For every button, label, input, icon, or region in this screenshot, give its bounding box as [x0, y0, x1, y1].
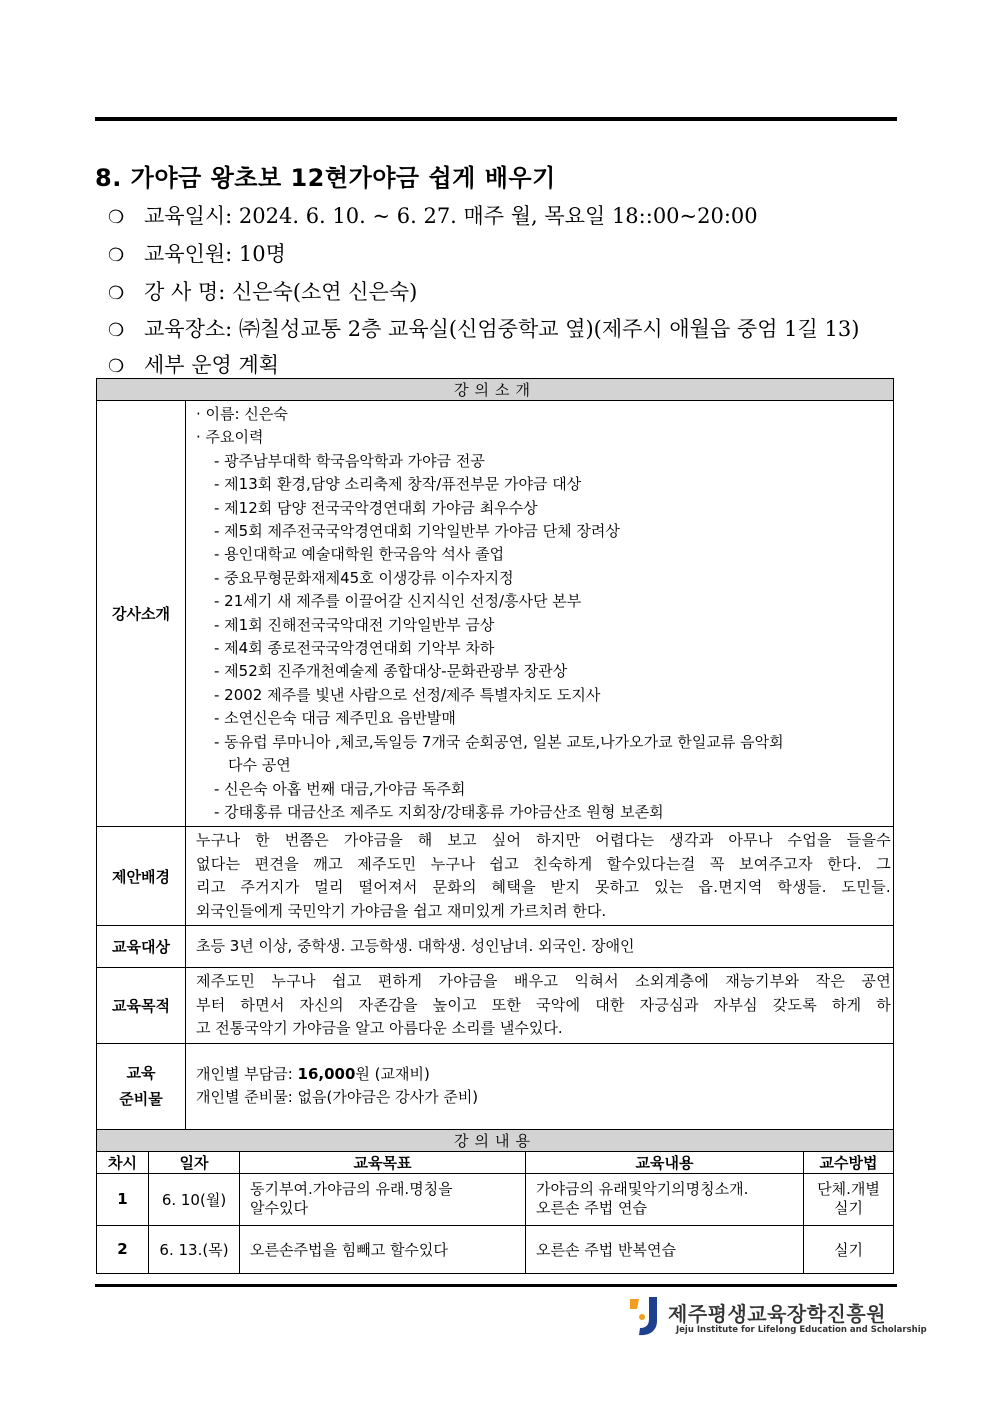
content-header-row: [97, 1129, 894, 1151]
background-line: 없다는 편견을 깨고 제주도민 누구나 쉽고 친숙하게 할수있다는걸 꼭 보여주고자 한다. 그: [196, 854, 891, 873]
section-title: 8. 가야금 왕초보 12현가야금 쉽게 배우기: [95, 164, 556, 192]
cost-prefix: 개인별 부담금:: [196, 1064, 298, 1083]
session-date: 6. 10(월): [149, 1173, 240, 1225]
materials-prep: 개인별 준비물: 없음(가야금은 강사가 준비): [196, 1088, 479, 1107]
instructor-detail: [186, 401, 894, 827]
materials-label: [97, 1043, 186, 1129]
career-item: - 제5회 제주전국국악경연대회 기악일반부 가야금 단체 장려상: [214, 522, 620, 541]
career-item: - 21세기 새 제주를 이끌어갈 신지식인 선정/흥사단 본부: [214, 592, 582, 611]
session-number: 2: [97, 1225, 149, 1273]
info-text: 교육장소: ㈜칠성교통 2층 교육실(신엄중학교 옆)(제주시 애월읍 중엄 1길 13): [144, 317, 860, 341]
session-number: 1: [97, 1173, 149, 1225]
session-goal: 오른손주법을 힘빼고 할수있다: [240, 1225, 526, 1273]
background-line: 누구나 한 번쯤은 가야금을 해 보고 싶어 하지만 어렵다는 생각과 아무나 수업을 들을수: [196, 831, 891, 850]
session-content: [526, 1173, 804, 1225]
instructor-row: [97, 401, 894, 827]
info-location: [108, 313, 859, 343]
intro-header-row: [97, 379, 894, 401]
col-header-content: 교육내용: [526, 1151, 804, 1173]
career-item: - 2002 제주를 빛낸 사람으로 선정/제주 특별자치도 도지사: [214, 685, 601, 704]
info-schedule: [108, 200, 758, 230]
career-item: - 제52회 진주개천예술제 종합대상-문화관광부 장관상: [214, 662, 568, 681]
course-table: [96, 378, 894, 1274]
intro-header: 강의소개: [97, 379, 894, 401]
bullet-icon: ❍: [108, 207, 125, 228]
method-line: 단체.개별: [817, 1180, 880, 1199]
background-text: [186, 827, 894, 926]
info-text: 세부 운영 계획: [144, 353, 280, 377]
career-item: - 제12회 담양 전국국악경연대회 가야금 최우수상: [214, 498, 538, 517]
session-date: 6. 13.(목): [149, 1225, 240, 1273]
career-item: - 제13회 환경,담양 소리축제 창작/퓨전부문 가야금 대상: [214, 475, 582, 494]
info-instructor: [108, 276, 417, 306]
content-line: 가야금의 유래및악기의명칭소개.: [536, 1180, 749, 1199]
career-item: - 광주남부대학 학국음악학과 가야금 전공: [214, 451, 485, 470]
instructor-name: · 이름: 신은숙: [196, 405, 288, 423]
career-item: - 제4회 종로전국국악경연대회 기악부 차하: [214, 639, 495, 658]
session-goal: [240, 1173, 526, 1225]
purpose-label: 교육목적: [97, 968, 186, 1044]
session-method: [804, 1173, 894, 1225]
career-item: - 동유럽 루마니아 ,체코,독일등 7개국 순회공연, 일본 교토,나가오가쿄 한일교류 음악회: [214, 732, 784, 751]
purpose-line: 고 전통국악기 가야금을 알고 아름다운 소리를 낼수있다.: [196, 1019, 563, 1038]
top-rule: [95, 117, 897, 121]
bullet-icon: ❍: [108, 356, 125, 377]
career-item: - 신은숙 아홉 번째 대금,가야금 독주회: [214, 779, 466, 798]
col-header-goal: 교육목표: [240, 1151, 526, 1173]
purpose-line: 부터 하면서 자신의 자존감을 높이고 또한 국악에 대한 자긍심과 자부심 갖도록 하게 하: [196, 995, 891, 1014]
career-title: · 주요이력: [196, 428, 264, 447]
bullet-icon: ❍: [108, 245, 125, 266]
info-capacity: [108, 238, 286, 268]
career-item: - 강태홍류 대금산조 제주도 지회장/강태홍류 가야금산조 원형 보존회: [214, 802, 664, 821]
career-item: - 용인대학교 예술대학원 한국음악 석사 졸업: [214, 545, 505, 564]
background-line: 리고 주거지가 멀리 떨어져서 문화의 혜택을 받지 못하고 있는 읍.면지역 학생들. 도민들.: [196, 878, 891, 897]
content-columns-row: [97, 1151, 894, 1173]
target-text: 초등 3년 이상, 중학생. 고등학생. 대학생. 성인남녀. 외국인. 장애인: [186, 926, 894, 968]
table-row: [97, 1225, 894, 1273]
materials-label-line: 준비물: [119, 1090, 163, 1109]
career-item: - 소연신은숙 대금 제주민요 음반발매: [214, 709, 456, 728]
background-label: 제안배경: [97, 827, 186, 926]
col-header-session: 차시: [97, 1151, 149, 1173]
career-item: - 제1회 진해전국국악대전 기악일반부 금상: [214, 615, 495, 634]
session-method: 실기: [804, 1225, 894, 1273]
purpose-line: 제주도민 누구나 쉽고 편하게 가야금을 배우고 익혀서 소외계층에 재능기부와 작은 공연: [196, 972, 891, 991]
bullet-icon: ❍: [108, 320, 125, 341]
materials-cost: [196, 1063, 893, 1087]
info-text: 강 사 명: 신은숙(소연 신은숙): [144, 280, 418, 304]
content-line: 오른손 주법 연습: [536, 1199, 647, 1218]
info-text: 교육일시: 2024. 6. 10. ~ 6. 27. 매주 월, 목요일 18::00~20:00: [144, 204, 758, 228]
purpose-text: [186, 968, 894, 1044]
target-row: [97, 926, 894, 968]
career-item: 다수 공연: [228, 756, 291, 775]
institute-name: 제주평생교육장학진흥원: [668, 1302, 887, 1326]
cost-suffix: 원 (교재비): [355, 1064, 430, 1083]
info-text: 교육인원: 10명: [144, 242, 286, 266]
materials-text: [186, 1043, 894, 1129]
goal-line: 알수있다: [250, 1199, 308, 1218]
background-line: 외국인들에게 국민악기 가야금을 쉽고 재미있게 가르치려 한다.: [196, 901, 607, 920]
goal-line: 동기부여.가야금의 유래.명칭을: [250, 1180, 453, 1199]
col-header-method: 교수방법: [804, 1151, 894, 1173]
content-header: 강의내용: [97, 1129, 894, 1151]
materials-label-line: 교육: [126, 1064, 156, 1083]
target-label: 교육대상: [97, 926, 186, 968]
institute-name-en: Jeju Institute for Lifelong Education and Scholarship: [676, 1325, 927, 1335]
table-row: [97, 1173, 894, 1225]
instructor-label: 강사소개: [97, 401, 186, 827]
info-plan: [108, 349, 279, 379]
col-header-date: 일자: [149, 1151, 240, 1173]
bullet-icon: ❍: [108, 283, 125, 304]
background-row: [97, 827, 894, 926]
method-line: 실기: [834, 1199, 863, 1218]
career-item: - 중요무형문화재제45호 이생강류 이수자지정: [214, 568, 514, 587]
bottom-rule: [95, 1284, 897, 1287]
cost-amount: 16,000: [297, 1064, 356, 1083]
materials-row: [97, 1043, 894, 1129]
session-content: 오른손 주법 반복연습: [526, 1225, 804, 1273]
institute-logo-icon: [627, 1295, 665, 1339]
purpose-row: [97, 968, 894, 1044]
